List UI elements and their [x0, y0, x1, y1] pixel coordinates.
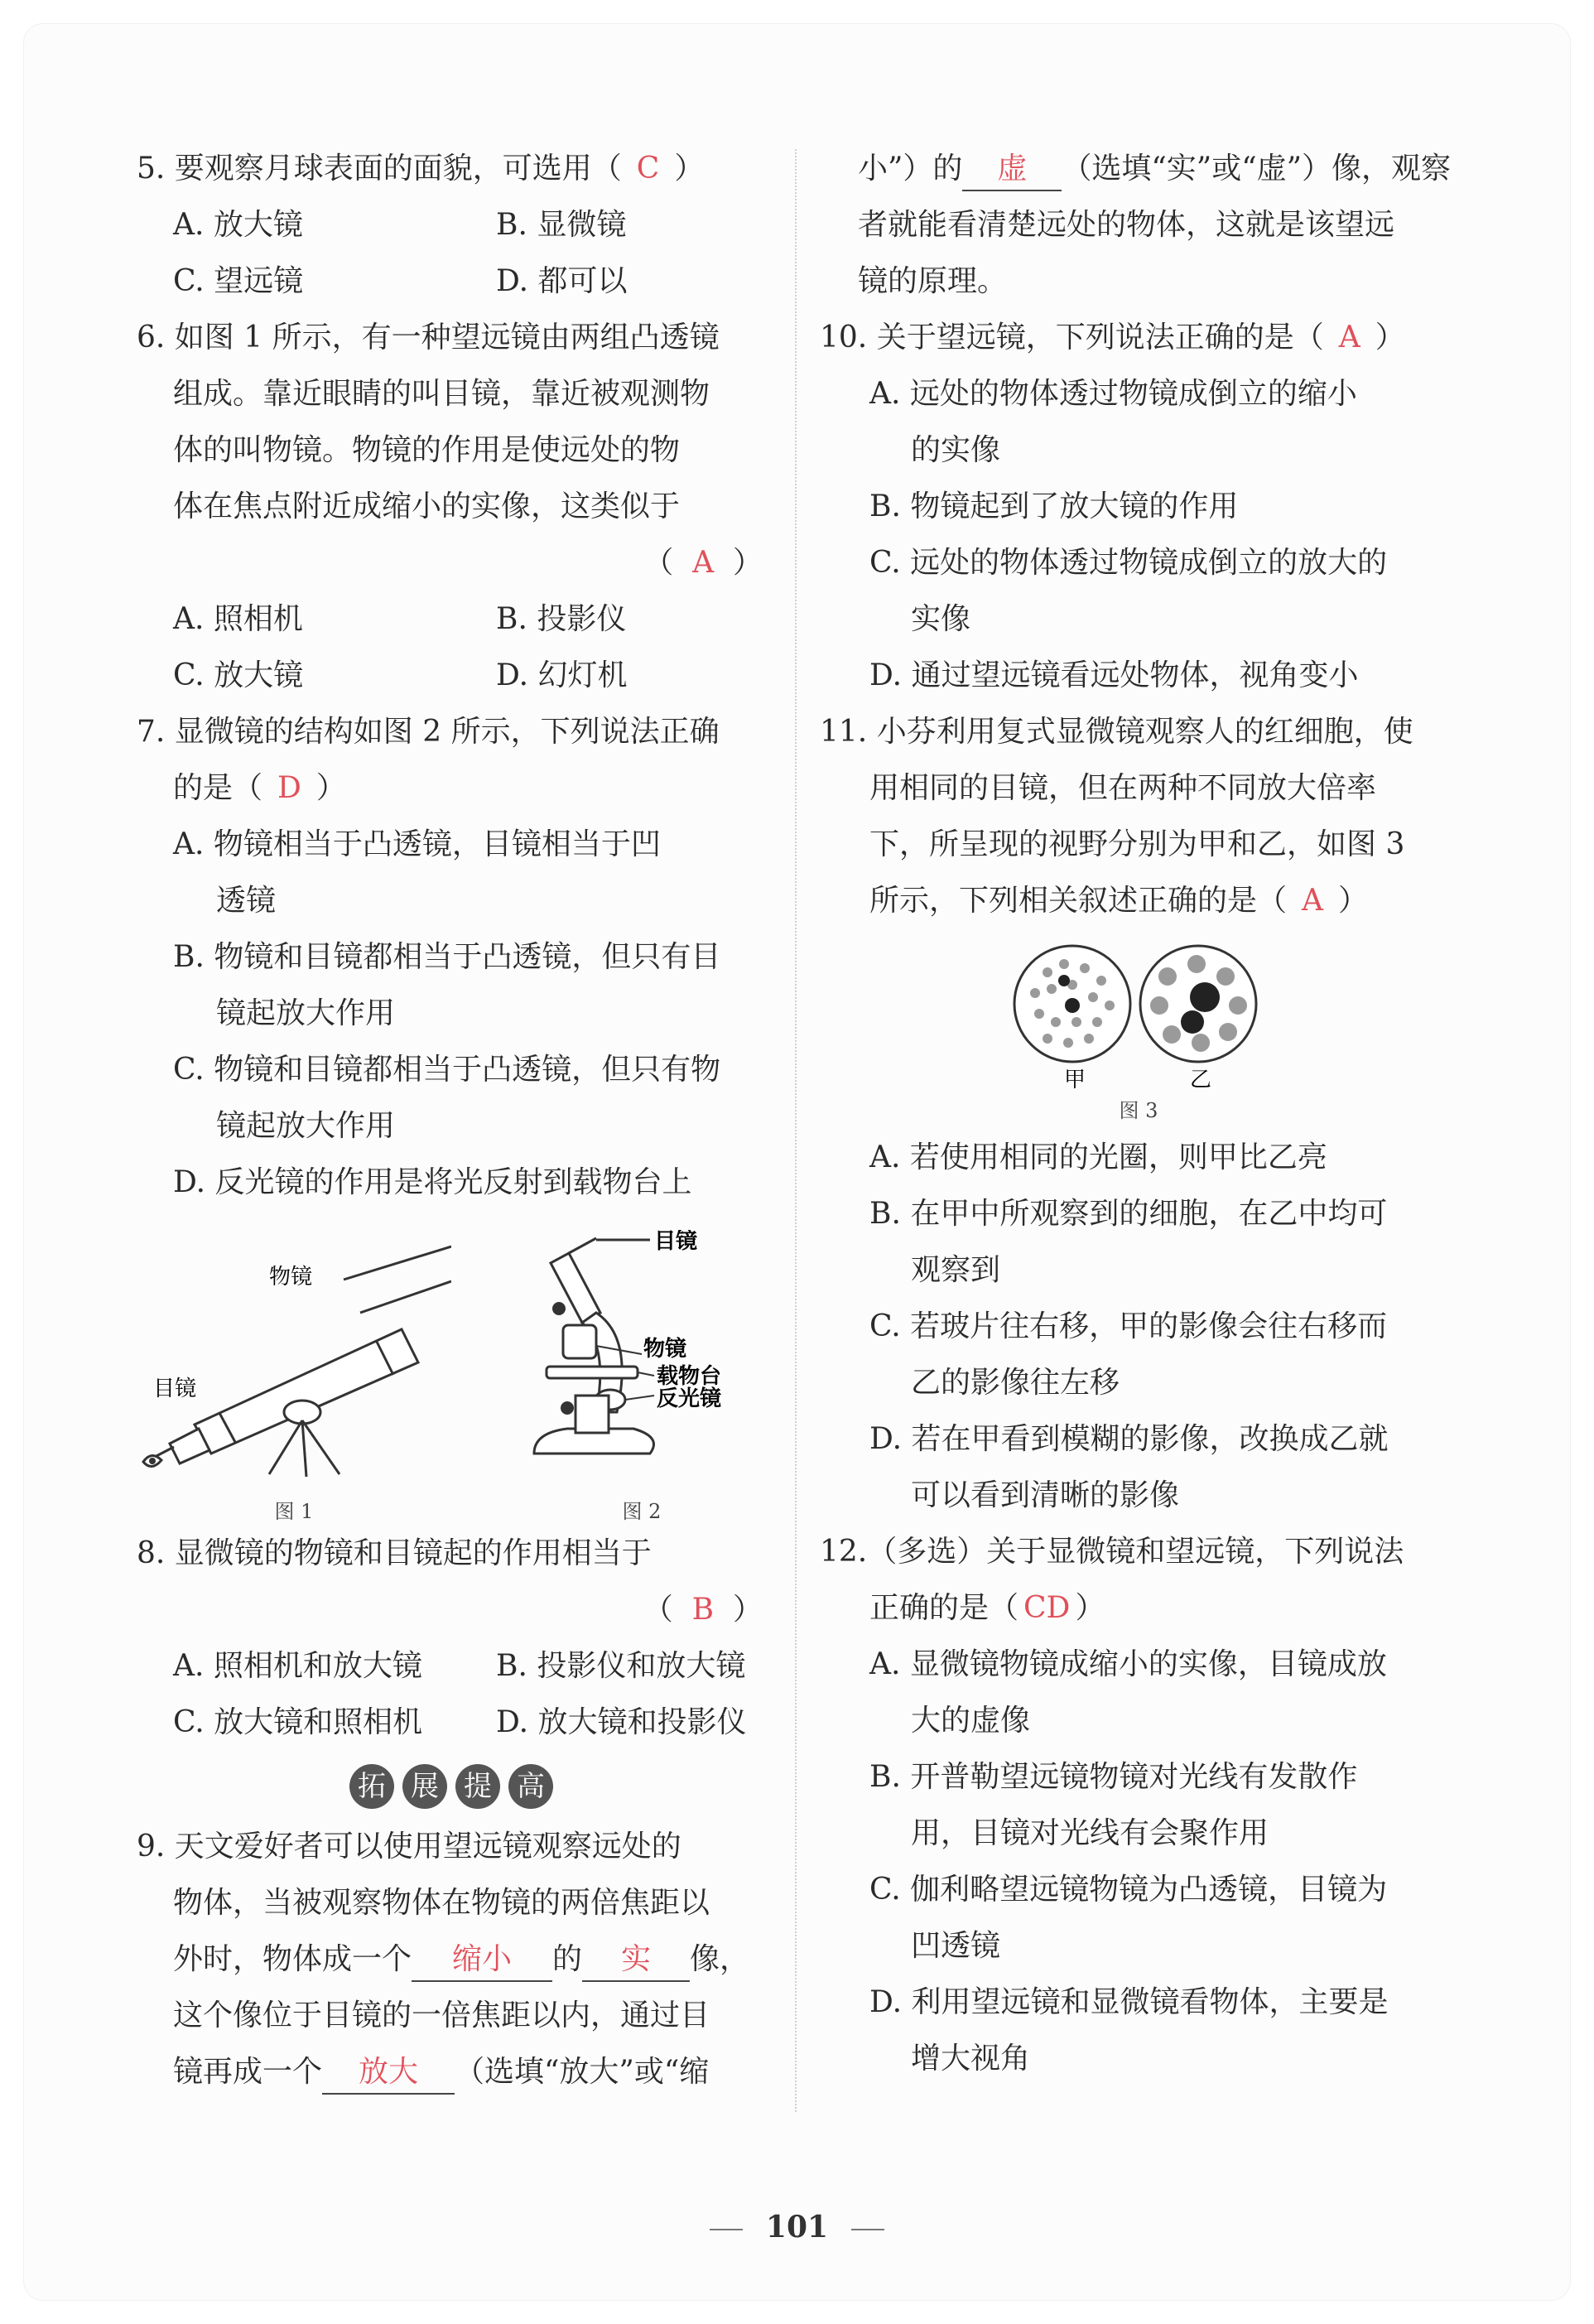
heading-badge: 拓	[349, 1764, 394, 1809]
heading-badge: 提	[455, 1764, 500, 1809]
page-number: 101	[0, 2210, 1594, 2244]
figure-1-caption: 图 1	[274, 1500, 314, 1523]
option-cont: 实像	[911, 602, 971, 636]
option: B. 开普勒望远镜物镜对光线有发散作	[869, 1760, 1358, 1794]
option: D. 放大镜和投影仪	[496, 1705, 747, 1739]
option: A. 若使用相同的光圈，则甲比乙亮	[869, 1140, 1327, 1174]
option: A. 照相机和放大镜	[173, 1649, 422, 1683]
option: B. 显微镜	[496, 208, 627, 242]
question-6-line: 组成。靠近眼睛的叫目镜，靠近被观测物	[173, 377, 710, 411]
option-cont: 凹透镜	[911, 1929, 1001, 1963]
option-cont: 镜起放大作用	[216, 1109, 396, 1143]
figure-3-label-a: 甲	[1064, 1068, 1086, 1092]
option-cont: 的实像	[911, 433, 1001, 467]
figure-1-label-eyepiece: 目镜	[153, 1377, 197, 1401]
option: D. 幻灯机	[496, 658, 628, 692]
option: B. 物镜和目镜都相当于凸透镜，但只有目	[173, 940, 721, 974]
figure-2-label-mirror: 反光镜	[657, 1386, 722, 1411]
option-cont: 观察到	[911, 1253, 1001, 1287]
heading-badge: 高	[508, 1764, 553, 1809]
question-8-answer: （ B ）	[643, 1593, 763, 1627]
answer-mark: CD	[1023, 1591, 1071, 1625]
fill-blank[interactable]: 放大	[322, 2052, 455, 2095]
option: A. 放大镜	[173, 208, 303, 242]
option: D. 反光镜的作用是将光反射到载物台上	[173, 1165, 692, 1199]
question-5-stem: 5. 要观察月球表面的面貌，可选用（ C ）	[137, 152, 705, 186]
fill-blank[interactable]: 虚	[962, 148, 1062, 191]
figure-3-label-b: 乙	[1190, 1068, 1212, 1092]
question-7-line: 的是（ D ）	[173, 771, 346, 805]
question-11-line: 下，所呈现的视野分别为甲和乙，如图 3	[869, 827, 1405, 861]
answer-mark: C	[636, 152, 660, 186]
option-cont: 乙的影像往左移	[911, 1366, 1120, 1400]
answer-mark: D	[277, 771, 301, 805]
option-cont: 镜起放大作用	[216, 996, 396, 1030]
option: D. 通过望远镜看远处物体，视角变小	[869, 658, 1359, 692]
question-5-options	[137, 197, 766, 253]
figure-3-caption: 图 3	[1119, 1099, 1158, 1122]
heading-badge: 展	[402, 1764, 447, 1809]
option: C. 物镜和目镜都相当于凸透镜，但只有物	[173, 1053, 721, 1087]
microscope-fields-illustration	[1006, 939, 1271, 1097]
option: D. 若在甲看到模糊的影像，改换成乙就	[869, 1422, 1389, 1456]
microscope-illustration	[518, 1230, 766, 1478]
option: A. 物镜相当于凸透镜，目镜相当于凹	[173, 827, 661, 861]
question-6-line: 6. 如图 1 所示，有一种望远镜由两组凸透镜	[137, 321, 720, 354]
question-6-line: 体在焦点附近成缩小的实像，这类似于	[173, 489, 681, 523]
option: A. 显微镜物镜成缩小的实像，目镜成放	[869, 1647, 1387, 1681]
question-9-line: 物体，当被观察物体在物镜的两倍焦距以	[173, 1886, 710, 1920]
option: C. 远处的物体透过物镜成倒立的放大的	[869, 546, 1388, 580]
figure-2-caption: 图 2	[622, 1500, 662, 1523]
question-7-line: 7. 显微镜的结构如图 2 所示，下列说法正确	[137, 715, 720, 749]
figure-1	[137, 1230, 451, 1526]
option: C. 若玻片往右移，甲的影像会往右移而	[869, 1309, 1388, 1343]
option: C. 伽利略望远镜物镜为凸透镜，目镜为	[869, 1873, 1388, 1907]
question-9-line: 9. 天文爱好者可以使用望远镜观察远处的	[137, 1830, 681, 1864]
figure-2-label-eyepiece: 目镜	[654, 1230, 698, 1254]
option-cont: 透镜	[216, 884, 277, 918]
option: B. 物镜起到了放大镜的作用	[869, 489, 1239, 523]
question-9-line: 这个像位于目镜的一倍焦距以内，通过目	[173, 1999, 710, 2032]
section-heading-extension	[137, 1764, 766, 1809]
option: C. 放大镜和照相机	[173, 1705, 423, 1739]
option: C. 放大镜	[173, 658, 304, 692]
option: A. 照相机	[173, 602, 303, 636]
option: B. 在甲中所观察到的细胞，在乙中均可	[869, 1197, 1388, 1231]
question-11-line: 所示，下列相关叙述正确的是（ A ）	[869, 884, 1369, 918]
figures-1-2	[137, 1227, 766, 1526]
question-10-stem: 10. 关于望远镜，下列说法正确的是（ A ）	[820, 321, 1405, 354]
question-8-options	[137, 1638, 766, 1695]
question-11-line: 用相同的目镜，但在两种不同放大倍率	[869, 771, 1377, 805]
right-column	[820, 141, 1457, 2087]
telescope-illustration	[137, 1230, 451, 1478]
question-9-line: 外时，物体成一个 缩小 的 实 像，	[137, 1931, 766, 1988]
question-12-line: 12.（多选）关于显微镜和望远镜，下列说法	[820, 1535, 1404, 1569]
question-9-cont-line: 镜的原理。	[858, 264, 1008, 298]
question-8-options-row2	[137, 1695, 766, 1751]
option: B. 投影仪和放大镜	[496, 1649, 746, 1683]
option-cont: 增大视角	[911, 2042, 1031, 2076]
fill-blank[interactable]: 实	[582, 1939, 690, 1982]
option: A. 远处的物体透过物镜成倒立的缩小	[869, 377, 1357, 411]
option: D. 都可以	[496, 264, 628, 298]
option: C. 望远镜	[173, 264, 304, 298]
question-9-cont-line: 小”）的 虚 （选填“实”或“虚”）像，观察	[820, 141, 1457, 197]
left-column	[137, 141, 766, 2100]
answer-mark: A	[1302, 884, 1324, 918]
question-9-line: 镜再成一个 放大 （选填“放大”或“缩	[137, 2044, 766, 2100]
question-5-options-row2	[137, 253, 766, 310]
question-9-cont-line: 者就能看清楚远处的物体，这就是该望远	[858, 208, 1395, 242]
option-cont: 用，目镜对光线有会聚作用	[911, 1816, 1269, 1850]
figure-2	[518, 1230, 766, 1526]
option: D. 利用望远镜和显微镜看物体，主要是	[869, 1985, 1389, 2019]
question-8-stem: 8. 显微镜的物镜和目镜起的作用相当于	[137, 1536, 652, 1570]
figure-3	[820, 939, 1457, 1125]
option-cont: 大的虚像	[911, 1704, 1031, 1738]
figure-2-label-stage: 载物台	[657, 1364, 722, 1389]
option: B. 投影仪	[496, 602, 627, 636]
figure-1-label-objective: 物镜	[269, 1265, 313, 1290]
question-11-line: 11. 小芬利用复式显微镜观察人的红细胞，使	[820, 715, 1413, 749]
question-6-options	[137, 591, 766, 648]
question-12-line: 正确的是（ CD ）	[869, 1591, 1105, 1625]
question-6-options-row2	[137, 648, 766, 704]
question-6-answer: （ A ）	[643, 546, 763, 580]
question-6-line: 体的叫物镜。物镜的作用是使远处的物	[173, 433, 681, 467]
answer-mark: A	[1338, 321, 1360, 354]
figure-2-label-objective: 物镜	[643, 1337, 687, 1362]
fill-blank[interactable]: 缩小	[412, 1939, 552, 1982]
option-cont: 可以看到清晰的影像	[911, 1478, 1180, 1512]
column-divider	[795, 149, 797, 2112]
